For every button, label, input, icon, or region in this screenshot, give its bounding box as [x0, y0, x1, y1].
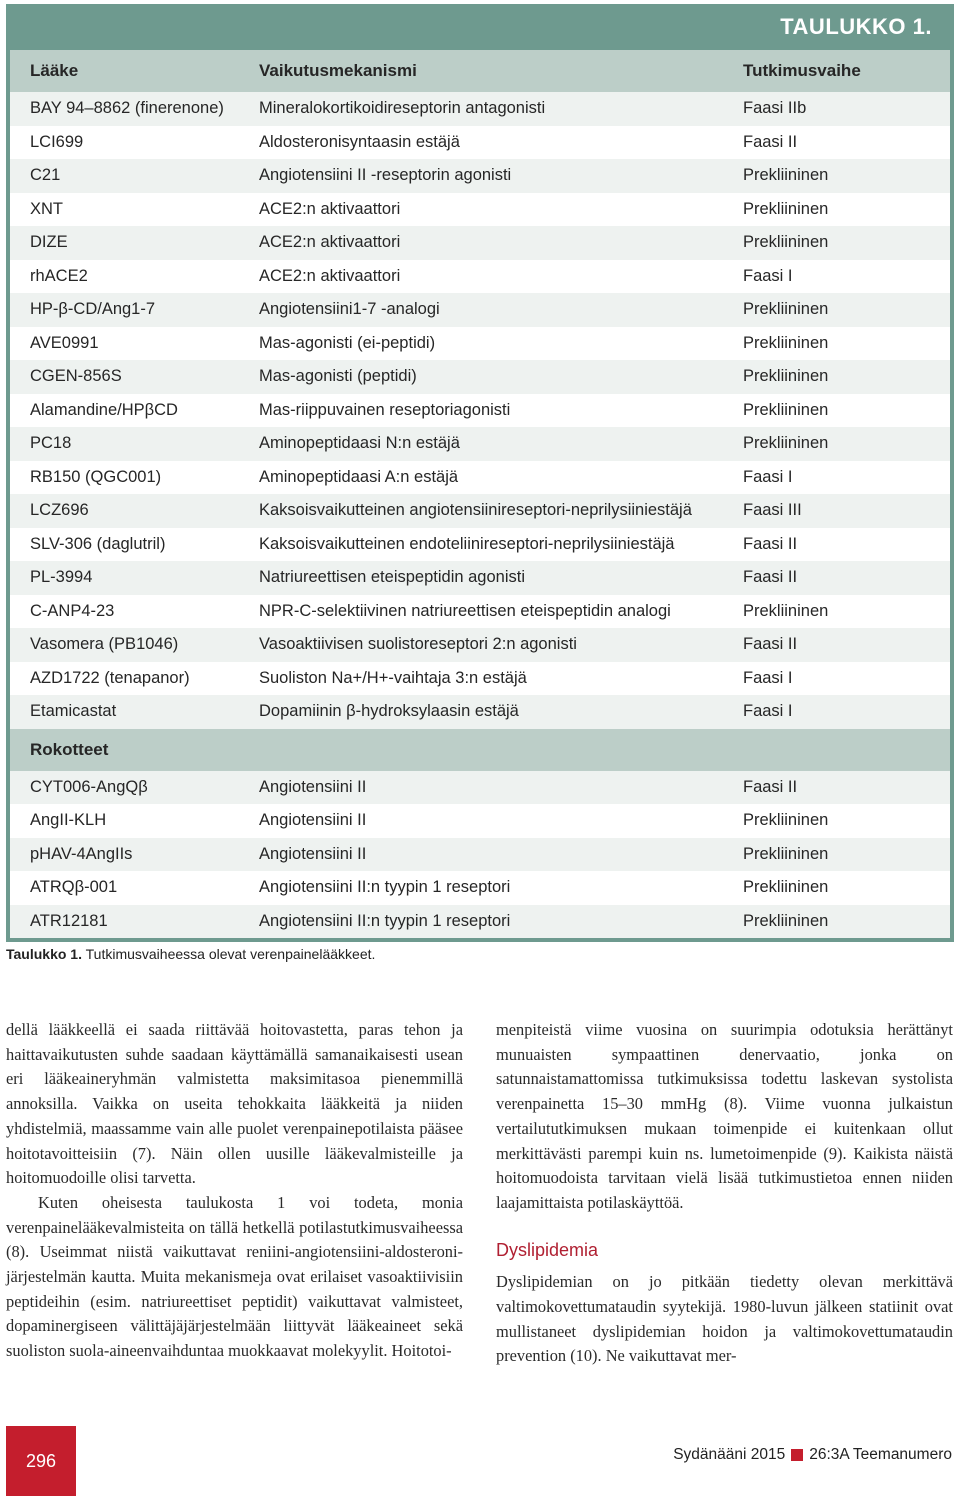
cell-phase: Faasi IIb	[743, 99, 807, 118]
table-row	[10, 92, 950, 126]
cell-mechanism: Natriureettisen eteispeptidin agonisti	[259, 568, 525, 587]
cell-phase: Prekliininen	[743, 166, 829, 185]
cell-drug: ATRQβ-001	[30, 878, 118, 897]
footer	[673, 1446, 952, 1464]
cell-drug: C-ANP4-23	[30, 601, 115, 620]
table-row	[10, 838, 950, 872]
cell-phase: Faasi II	[743, 777, 798, 796]
cell-mechanism: Angiotensiini II	[259, 777, 367, 796]
cell-drug: pHAV-4AngIIs	[30, 844, 133, 863]
header-phase: Tutkimusvaihe	[743, 61, 861, 80]
cell-mechanism: Mas-riippuvainen reseptoriagonisti	[259, 400, 511, 419]
vaccines-section-row	[10, 729, 950, 771]
table-row	[10, 126, 950, 160]
cell-phase: Faasi II	[743, 635, 798, 654]
cell-drug: HP-β-CD/Ang1-7	[30, 300, 156, 319]
cell-phase: Faasi II	[743, 568, 798, 587]
cell-phase: Faasi II	[743, 534, 798, 553]
cell-mechanism: Aminopeptidaasi N:n estäjä	[259, 434, 460, 453]
cell-phase: Prekliininen	[743, 844, 829, 863]
cell-drug: PC18	[30, 434, 72, 453]
cell-phase: Prekliininen	[743, 811, 829, 830]
cell-drug: DIZE	[30, 233, 68, 252]
cell-mechanism: Mas-agonisti (ei-peptidi)	[259, 333, 436, 352]
cell-drug: C21	[30, 166, 61, 185]
cell-phase: Faasi I	[743, 467, 793, 486]
cell-drug: RB150 (QGC001)	[30, 467, 162, 486]
cell-mechanism: Kaksoisvaikutteinen endoteliinireseptori-neprilysiiniestäjä	[259, 534, 675, 553]
cell-mechanism: ACE2:n aktivaattori	[259, 266, 401, 285]
cell-drug: LCI699	[30, 132, 84, 151]
cell-phase: Prekliininen	[743, 911, 829, 930]
publication-name: Sydänääni 2015	[673, 1446, 786, 1463]
table-row	[10, 293, 950, 327]
section-label: Rokotteet	[30, 739, 109, 759]
cell-mechanism: ACE2:n aktivaattori	[259, 233, 401, 252]
cell-drug: CYT006-AngQβ	[30, 777, 148, 796]
table-row	[10, 628, 950, 662]
section-heading: Dyslipidemia	[496, 1239, 599, 1260]
cell-mechanism: Suoliston Na+/H+-vaihtaja 3:n estäjä	[259, 668, 527, 687]
cell-mechanism: Aldosteronisyntaasin estäjä	[259, 132, 460, 151]
table-row	[10, 561, 950, 595]
cell-drug: Alamandine/HPβCD	[30, 400, 178, 419]
cell-mechanism: NPR-C-selektiivinen natriureettisen eteispeptidin analogi	[259, 601, 671, 620]
cell-phase: Faasi I	[743, 702, 793, 721]
table-caption	[6, 946, 375, 962]
table-row	[10, 871, 950, 905]
table-row	[10, 226, 950, 260]
table-row	[10, 804, 950, 838]
table-row	[10, 771, 950, 805]
table-row	[10, 327, 950, 361]
cell-mechanism: Mineralokortikoidireseptorin antagonisti	[259, 99, 546, 118]
cell-drug: CGEN-856S	[30, 367, 122, 386]
cell-phase: Prekliininen	[743, 233, 829, 252]
cell-phase: Faasi I	[743, 266, 793, 285]
body-paragraph: dellä lääkkeellä ei saada riittävää hoitovastetta, paras tehon ja haittavaikutusten suhde saadaan käyttämällä samanaikaisesti usean eri lääkeaineryhmän valmistetta maksimitasoa pienemmillä annoksilla. Vaikka on useita tehokkaita lääkkeitä ja niiden yhdistelmiä, maassamme vain alle puolet verenpainepotilaista pääsee hoitotavoitteisiin (7). Näin ollen uusille lääkevalmisteille ja hoitomuodoille olisi tarvetta.	[6, 1020, 463, 1188]
cell-drug: Etamicastat	[30, 702, 117, 721]
drug-table	[6, 4, 954, 942]
vaccine-rows	[10, 771, 950, 939]
table-row	[10, 260, 950, 294]
cell-drug: rhACE2	[30, 266, 88, 285]
cell-mechanism: Kaksoisvaikutteinen angiotensiinireseptori-neprilysiiniestäjä	[259, 501, 692, 520]
header-mechanism: Vaikutusmekanismi	[259, 61, 417, 80]
cell-mechanism: Aminopeptidaasi A:n estäjä	[259, 467, 459, 486]
body-paragraph: Kuten oheisesta taulukosta 1 voi todeta, monia verenpainelääkevalmisteita on tällä hetkellä potilastutkimusvaiheessa (8). Useimmat niistä vaikuttavat reniini-angiotensiini-aldosteroni- järjestelmän kautta. Muita mekanismeja ovat erilaiset vasoaktiivisiin peptideihin (esim. natriureettiset peptidit) vaikuttavat valmisteet, dopaminergiseen välittäjäjärjestelmään liittyvät lääkeaineet sekä suoliston suola-aineenvaihduntaa muokkaavat molekyylit. Hoitotoi-	[6, 1192, 463, 1361]
cell-phase: Prekliininen	[743, 367, 829, 386]
cell-mechanism: Angiotensiini II:n tyypin 1 reseptori	[259, 911, 511, 930]
table-title: TAULUKKO 1.	[780, 14, 932, 39]
table-row	[10, 528, 950, 562]
table-row	[10, 695, 950, 729]
table-body	[10, 50, 950, 938]
cell-mechanism: Vasoaktiivisen suolistoreseptori 2:n agonisti	[259, 635, 577, 654]
cell-phase: Faasi III	[743, 501, 802, 520]
cell-drug: LCZ696	[30, 501, 89, 520]
table-row	[10, 662, 950, 696]
drug-rows	[10, 92, 950, 729]
cell-mechanism: Angiotensiini II	[259, 844, 367, 863]
cell-mechanism: Angiotensiini II	[259, 811, 367, 830]
table-row	[10, 595, 950, 629]
cell-mechanism: Angiotensiini1-7 -analogi	[259, 300, 440, 319]
cell-mechanism: Angiotensiini II -reseptorin agonisti	[259, 166, 512, 185]
header-drug: Lääke	[30, 61, 79, 80]
table-row	[10, 159, 950, 193]
table-row	[10, 427, 950, 461]
cell-phase: Faasi I	[743, 668, 793, 687]
caption-text: Tutkimusvaiheessa olevat verenpainelääkkeet.	[85, 946, 376, 962]
cell-phase: Prekliininen	[743, 300, 829, 319]
cell-drug: AngII-KLH	[30, 811, 107, 830]
cell-drug: AZD1722 (tenapanor)	[30, 668, 190, 687]
table-header-row	[10, 50, 950, 92]
cell-phase: Prekliininen	[743, 333, 829, 352]
cell-drug: BAY 94–8862 (finerenone)	[30, 99, 224, 118]
table-row	[10, 461, 950, 495]
issue-label: 26:3A Teemanumero	[809, 1446, 952, 1463]
cell-phase: Prekliininen	[743, 601, 829, 620]
cell-drug: AVE0991	[30, 333, 99, 352]
cell-mechanism: Mas-agonisti (peptidi)	[259, 367, 417, 386]
cell-drug: XNT	[30, 199, 63, 218]
cell-drug: ATR12181	[30, 911, 108, 930]
cell-mechanism: Angiotensiini II:n tyypin 1 reseptori	[259, 878, 511, 897]
cell-mechanism: Dopamiinin β-hydroksylaasin estäjä	[259, 702, 519, 721]
table-row	[10, 360, 950, 394]
cell-phase: Prekliininen	[743, 878, 829, 897]
cell-phase: Prekliininen	[743, 400, 829, 419]
cell-mechanism: ACE2:n aktivaattori	[259, 199, 401, 218]
square-icon	[791, 1449, 803, 1461]
cell-drug: SLV-306 (daglutril)	[30, 534, 166, 553]
body-paragraph: Dyslipidemian on jo pitkään tiedetty olevan merkittävä valtimokovettumataudin syytekijä. 1980-luvun jälkeen statiinit ovat mullistaneet dyslipidemian hoidon ja valtimokovettumataudin prevention (10). Ne vaikuttavat mer-	[496, 1272, 953, 1366]
body-column-right	[496, 1018, 953, 1369]
cell-phase: Prekliininen	[743, 434, 829, 453]
table-row	[10, 193, 950, 227]
cell-drug: PL-3994	[30, 568, 93, 587]
body-paragraph: menpiteistä viime vuosina on suurimpia odotuksia herättänyt munuaisten sympaattinen denervaatio, jonka on satunnaistamattomissa tutkimuksissa todettu laskevan systolista verenpainetta 15–30 mmHg (8). Viime vuonna julkaistun vertailututkimuksen mukaan toimenpide ei kuitenkaan ollut merkittävästi parempi kuin ns. lumetoimenpide (9). Kaikista näistä hoitomuodoista tarvitaan vielä lisää tutkimustietoa ennen niiden laajamittaista potilaskäyttöä.	[496, 1020, 953, 1212]
cell-drug: Vasomera (PB1046)	[30, 635, 179, 654]
table-row	[10, 394, 950, 428]
table-row	[10, 905, 950, 939]
page-number: 296	[6, 1426, 76, 1496]
cell-phase: Faasi II	[743, 132, 798, 151]
caption-label: Taulukko 1.	[6, 946, 82, 962]
table-row	[10, 494, 950, 528]
body-column-left	[6, 1018, 463, 1364]
cell-phase: Prekliininen	[743, 199, 829, 218]
